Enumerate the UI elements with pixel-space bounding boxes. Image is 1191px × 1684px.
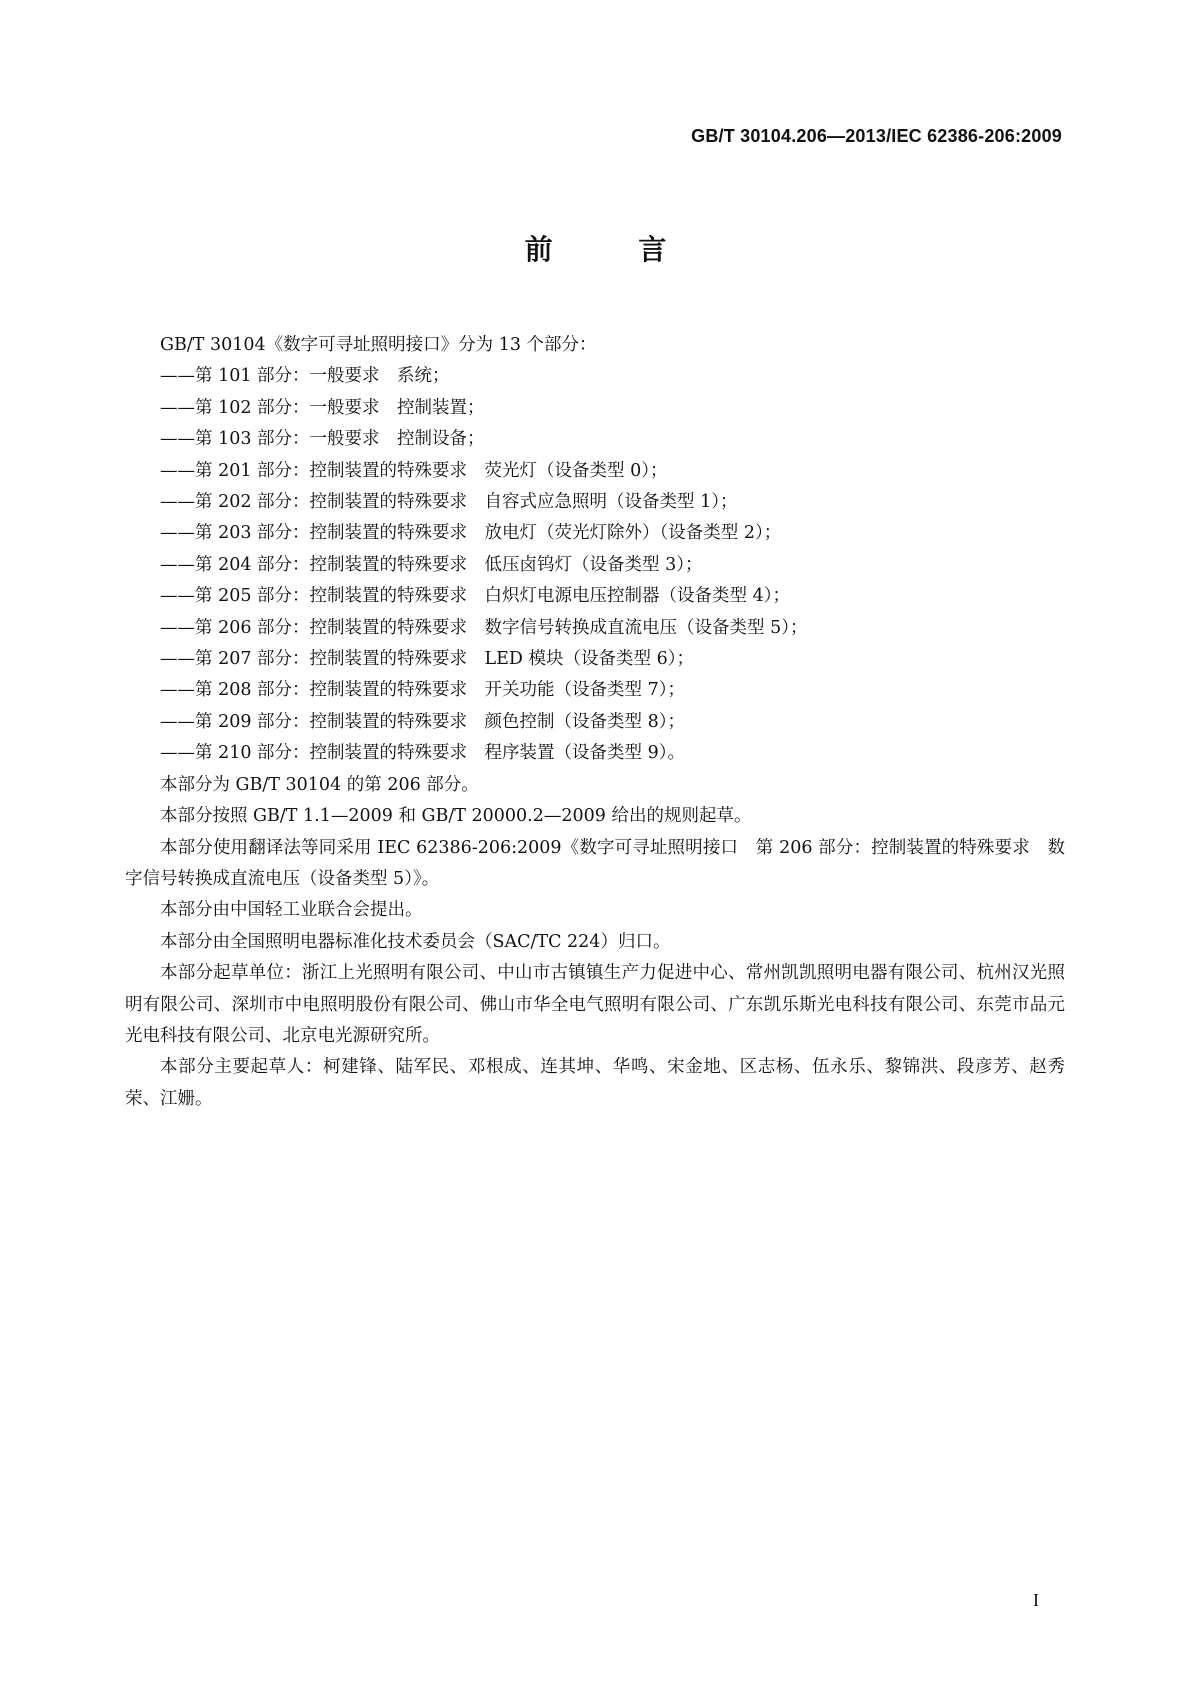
adoption-paragraph: 本部分使用翻译法等同采用 IEC 62386-206:2009《数字可寻址照明接口 第 206 部分：控制装置的特殊要求 数字信号转换成直流电压（设备类型 5）》。 xyxy=(125,837,1065,889)
list-item: ——第 103 部分：一般要求 控制设备； xyxy=(160,429,485,450)
list-item: ——第 101 部分：一般要求 系统； xyxy=(160,366,450,387)
list-item: ——第 204 部分：控制装置的特殊要求 低压卤钨灯（设备类型 3）； xyxy=(160,554,703,575)
foreword-body xyxy=(125,330,1065,1115)
list-item: ——第 207 部分：控制装置的特殊要求 LED 模块（设备类型 6）； xyxy=(160,649,694,670)
list-item: ——第 206 部分：控制装置的特殊要求 数字信号转换成直流电压（设备类型 5）； xyxy=(160,617,808,638)
part-number-paragraph: 本部分为 GB/T 30104 的第 206 部分。 xyxy=(160,774,479,795)
committee-paragraph: 本部分由全国照明电器标准化技术委员会（SAC/TC 224）归口。 xyxy=(160,931,671,952)
page-title: 前 言 xyxy=(524,233,705,266)
list-item: ——第 202 部分：控制装置的特殊要求 自容式应急照明（设备类型 1）； xyxy=(160,492,738,513)
intro-paragraph: GB/T 30104《数字可寻址照明接口》分为 13 个部分： xyxy=(160,335,597,355)
list-item: ——第 210 部分：控制装置的特殊要求 程序装置（设备类型 9）。 xyxy=(160,743,685,764)
list-item: ——第 205 部分：控制装置的特殊要求 白炽灯电源电压控制器（设备类型 4）； xyxy=(160,586,790,607)
page-number: I xyxy=(1033,1590,1039,1610)
parts-list xyxy=(125,361,1065,769)
list-item: ——第 102 部分：一般要求 控制装置； xyxy=(160,397,485,418)
proposer-paragraph: 本部分由中国轻工业联合会提出。 xyxy=(160,900,423,921)
drafting-rules-paragraph: 本部分按照 GB/T 1.1—2009 和 GB/T 20000.2—2009 给出的规则起草。 xyxy=(160,806,752,827)
list-item: ——第 208 部分：控制装置的特殊要求 开关功能（设备类型 7）； xyxy=(160,680,685,701)
drafting-units-paragraph: 本部分起草单位：浙江上光照明有限公司、中山市古镇镇生产力促进中心、常州凯凯照明电器有限公司、杭州汉光照明有限公司、深圳市中电照明股份有限公司、佛山市华全电气照明有限公司、广东凯乐斯光电科技有限公司、东莞市品元光电科技有限公司、北京电光源研究所。 xyxy=(125,963,1065,1046)
drafters-paragraph: 本部分主要起草人：柯建锋、陆军民、邓根成、连其坤、华鸣、宋金地、区志杨、伍永乐、黎锦洪、段彦芳、赵秀荣、江姗。 xyxy=(125,1057,1065,1109)
list-item: ——第 203 部分：控制装置的特殊要求 放电灯（荧光灯除外）（设备类型 2）； xyxy=(160,523,782,544)
list-item: ——第 209 部分：控制装置的特殊要求 颜色控制（设备类型 8）； xyxy=(160,711,685,732)
list-item: ——第 201 部分：控制装置的特殊要求 荧光灯（设备类型 0）； xyxy=(160,460,668,481)
standard-code: GB/T 30104.206—2013/IEC 62386-206:2009 xyxy=(691,126,1062,146)
